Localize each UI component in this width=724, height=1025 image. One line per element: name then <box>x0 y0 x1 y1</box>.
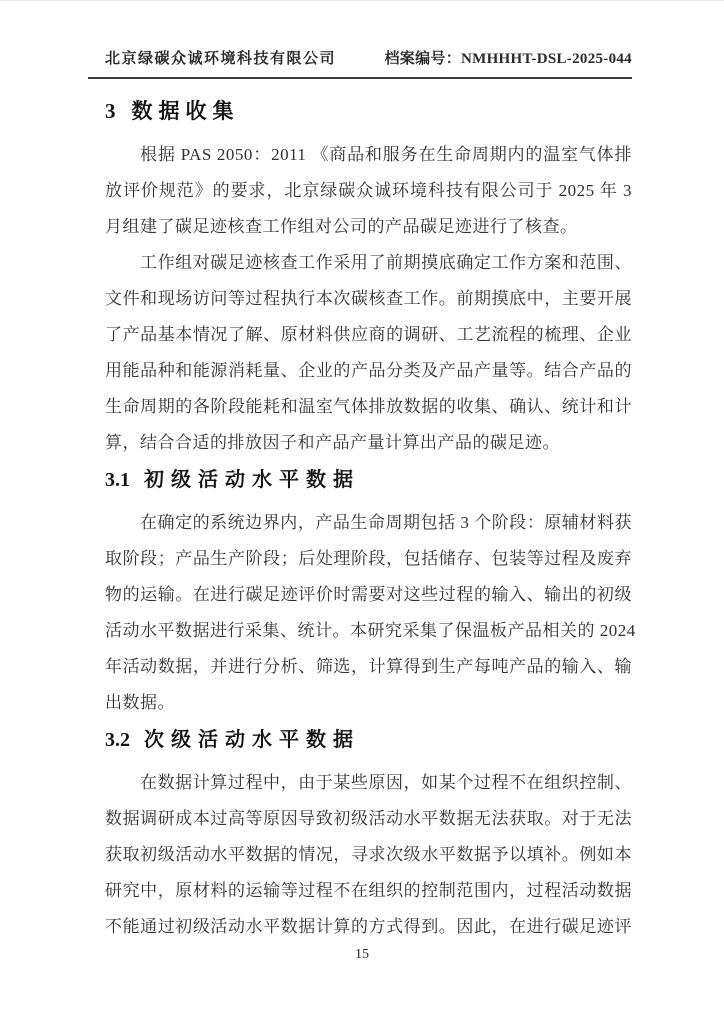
text-line: 文件和现场访问等过程执行本次碳核查工作。前期摸底中，主要开展 <box>105 289 632 308</box>
text-line: 生命周期的各阶段能耗和温室气体排放数据的收集、确认、统计和计 <box>105 397 632 416</box>
section-heading-secondary-activity-data <box>105 727 632 753</box>
text-line: 根据 PAS 2050：2011 《商品和服务在生命周期内的温室气体排 <box>140 145 632 164</box>
text-line: 数据调研成本过高等原因导致初级活动水平数据无法获取。对于无法 <box>105 809 632 828</box>
text-line: 年活动数据，并进行分析、筛选，计算得到生产每吨产品的输入、输 <box>105 657 632 676</box>
text-line: 了产品基本情况了解、原材料供应商的调研、工艺流程的梳理、企业 <box>105 325 632 344</box>
section-number: 3 <box>105 99 116 123</box>
section-title: 初级活动水平数据 <box>144 469 360 491</box>
section-number: 3.2 <box>105 729 130 751</box>
section-number: 3.1 <box>105 469 130 491</box>
section-heading-primary-activity-data <box>105 467 632 493</box>
header-archive-number: 档案编号：NMHHHT-DSL-2025-044 <box>384 51 632 67</box>
text-line: 在确定的系统边界内，产品生命周期包括 3 个阶段：原辅材料获 <box>140 513 632 532</box>
text-line: 取阶段；产品生产阶段；后处理阶段，包括储存、包装等过程及废弃 <box>105 549 632 568</box>
paragraph-workgroup <box>105 245 632 461</box>
page-footer <box>0 947 724 963</box>
paragraph-intro <box>105 137 632 245</box>
text-line: 研究中，原材料的运输等过程不在组织的控制范围内，过程活动数据 <box>105 881 632 900</box>
section-heading-data-collection <box>105 97 632 125</box>
document-body <box>105 89 636 945</box>
text-line: 出数据。 <box>105 693 175 712</box>
text-line: 活动水平数据进行采集、统计。本研究采集了保温板产品相关的 2024 <box>105 621 636 640</box>
section-title: 次级活动水平数据 <box>144 729 360 751</box>
text-line: 算，结合合适的排放因子和产品产量计算出产品的碳足迹。 <box>105 433 560 452</box>
text-line: 月组建了碳足迹核查工作组对公司的产品碳足迹进行了核查。 <box>105 217 578 236</box>
text-line: 物的运输。在进行碳足迹评价时需要对这些过程的输入、输出的初级 <box>105 585 632 604</box>
text-line: 工作组对碳足迹核查工作采用了前期摸底确定工作方案和范围、 <box>140 253 632 272</box>
text-line: 获取初级活动水平数据的情况，寻求次级水平数据予以填补。例如本 <box>105 845 632 864</box>
text-line: 用能品种和能源消耗量、企业的产品分类及产品产量等。结合产品的 <box>105 361 632 380</box>
header-company-name: 北京绿碳众诚环境科技有限公司 <box>105 51 337 67</box>
paragraph-secondary-data <box>105 765 632 945</box>
section-title: 数据收集 <box>131 99 240 123</box>
text-line: 不能通过初级活动水平数据计算的方式得到。因此，在进行碳足迹评 <box>105 917 632 936</box>
paragraph-primary-data <box>105 505 636 721</box>
text-line: 放评价规范》的要求，北京绿碳众诚环境科技有限公司于 2025 年 3 <box>105 181 632 200</box>
page-number: 15 <box>355 947 369 962</box>
page-header <box>88 47 632 79</box>
text-line: 在数据计算过程中，由于某些原因，如某个过程不在组织控制、 <box>140 773 632 792</box>
